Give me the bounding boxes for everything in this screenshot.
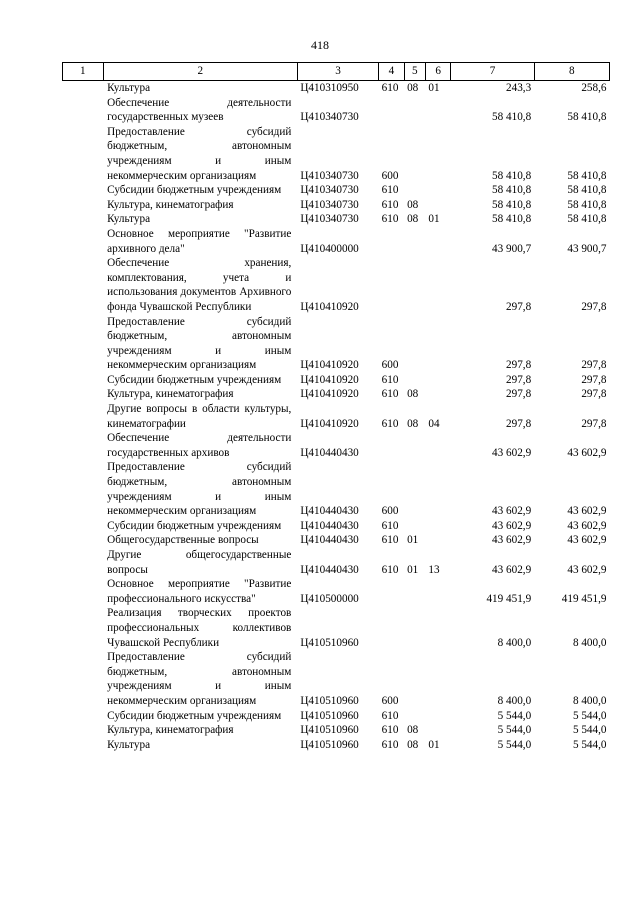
- header-col-5: 5: [404, 63, 425, 81]
- row-col-5: 08: [407, 213, 419, 226]
- row-col-5: [404, 183, 425, 198]
- row-col-1: [63, 548, 104, 577]
- row-col-5: 08: [407, 198, 419, 211]
- row-code: Ц410510960: [300, 694, 359, 707]
- table-row: [63, 198, 610, 213]
- table-row: [63, 96, 610, 125]
- table-row: [63, 650, 610, 708]
- row-name: Субсидии бюджетным учреждениям: [107, 709, 282, 722]
- table-body: [63, 81, 610, 753]
- table-row: [63, 373, 610, 388]
- row-name: Культура: [107, 213, 151, 226]
- budget-table: [62, 62, 610, 752]
- row-name: Основное мероприятие "Развитие профессионального искусства": [107, 578, 292, 605]
- row-value-8: 58 410,8: [567, 169, 607, 182]
- row-col-5: [404, 606, 425, 650]
- row-col-5: 08: [407, 417, 419, 430]
- row-name: Предоставление субсидий бюджетным, автономным учреждениям и иным некоммерческим организациям: [107, 125, 292, 182]
- row-value-7: 43 900,7: [492, 242, 532, 255]
- row-col-4: [379, 227, 404, 256]
- row-col-5: [404, 315, 425, 373]
- row-col-1: [63, 519, 104, 534]
- row-value-7: 58 410,8: [492, 184, 532, 197]
- row-col-6: 01: [428, 213, 440, 226]
- table-row: [63, 402, 610, 431]
- row-col-1: [63, 387, 104, 402]
- row-value-8: 419 451,9: [561, 592, 607, 605]
- row-code: Ц410410920: [300, 359, 359, 372]
- row-col-1: [63, 709, 104, 724]
- row-col-1: [63, 606, 104, 650]
- row-code: Ц410440430: [300, 563, 359, 576]
- row-col-4: 610: [381, 417, 399, 430]
- page-number: 418: [311, 38, 329, 52]
- row-name: Культура, кинематография: [107, 388, 234, 401]
- row-col-1: [63, 650, 104, 708]
- row-code: Ц410510960: [300, 709, 359, 722]
- row-col-4: 610: [381, 738, 399, 751]
- row-col-1: [63, 227, 104, 256]
- row-col-5: 01: [407, 534, 419, 547]
- row-code: Ц410340730: [300, 213, 359, 226]
- row-code: Ц410510960: [300, 738, 359, 751]
- row-value-7: 8 400,0: [497, 694, 532, 707]
- table-row: [63, 183, 610, 198]
- row-col-6: [425, 723, 450, 738]
- row-name: Реализация творческих проектов профессиональных коллективов Чувашской Республики: [107, 607, 292, 649]
- row-name: Предоставление субсидий бюджетным, автономным учреждениям и иным некоммерческим организациям: [107, 651, 292, 707]
- row-value-8: 297,8: [581, 373, 607, 386]
- row-col-5: [404, 460, 425, 518]
- row-col-5: [404, 125, 425, 183]
- row-col-6: [425, 373, 450, 388]
- table-row: [63, 460, 610, 518]
- row-col-6: [425, 431, 450, 460]
- row-value-7: 297,8: [506, 300, 532, 313]
- row-name: Культура: [107, 738, 151, 751]
- row-col-6: [425, 606, 450, 650]
- row-code: Ц410440430: [300, 519, 359, 532]
- table-row: [63, 315, 610, 373]
- row-value-7: 297,8: [506, 373, 532, 386]
- row-name: Культура: [107, 82, 151, 94]
- row-value-8: 5 544,0: [572, 738, 607, 751]
- row-code: Ц410340730: [300, 169, 359, 182]
- header-col-8: 8: [534, 63, 609, 81]
- row-code: Ц410340730: [300, 184, 359, 197]
- row-code: Ц410310950: [300, 82, 359, 94]
- row-col-4: 600: [381, 505, 399, 518]
- row-col-4: 600: [381, 359, 399, 372]
- row-code: Ц410440430: [300, 505, 359, 518]
- row-code: Ц410340730: [300, 198, 359, 211]
- row-col-5: 08: [407, 82, 419, 94]
- row-value-8: 43 602,9: [567, 563, 607, 576]
- row-col-5: 08: [407, 724, 419, 737]
- table-row: [63, 723, 610, 738]
- row-col-1: [63, 738, 104, 753]
- header-col-6: 6: [425, 63, 450, 81]
- row-value-7: 58 410,8: [492, 198, 532, 211]
- row-code: Ц410510960: [300, 636, 359, 649]
- row-col-6: [425, 198, 450, 213]
- row-code: Ц410410920: [300, 417, 359, 430]
- row-col-1: [63, 402, 104, 431]
- row-col-1: [63, 125, 104, 183]
- row-name: Основное мероприятие "Развитие архивного дела": [107, 227, 292, 255]
- row-name: Обеспечение хранения, комплектования, учета и использования документов Архивного фонда Чувашской Республики: [107, 257, 292, 313]
- table-row: [63, 431, 610, 460]
- row-value-7: 5 544,0: [497, 709, 532, 722]
- row-value-8: 5 544,0: [572, 709, 607, 722]
- row-col-5: [404, 577, 425, 606]
- table-row: [63, 738, 610, 753]
- row-col-6: 01: [428, 738, 440, 751]
- row-col-4: 610: [381, 388, 399, 401]
- row-col-4: 610: [381, 563, 399, 576]
- row-col-4: [379, 256, 404, 314]
- row-col-1: [63, 460, 104, 518]
- row-col-4: 610: [381, 184, 399, 197]
- header-col-7: 7: [451, 63, 534, 81]
- row-col-6: [425, 227, 450, 256]
- table-row: [63, 519, 610, 534]
- row-name: Культура, кинематография: [107, 724, 234, 737]
- row-col-1: [63, 256, 104, 314]
- row-name: Обеспечение деятельности государственных музеев: [107, 96, 292, 124]
- row-name: Культура, кинематография: [107, 198, 234, 211]
- row-code: Ц410400000: [300, 242, 359, 255]
- row-col-1: [63, 81, 104, 96]
- row-col-4: 610: [381, 709, 399, 722]
- row-name: Обеспечение деятельности государственных архивов: [107, 432, 292, 459]
- row-col-1: [63, 577, 104, 606]
- row-col-5: 08: [407, 738, 419, 751]
- row-value-7: 58 410,8: [492, 213, 532, 226]
- table-row: [63, 125, 610, 183]
- row-col-5: [404, 650, 425, 708]
- row-name: Субсидии бюджетным учреждениям: [107, 184, 282, 197]
- row-value-7: 43 602,9: [492, 519, 532, 532]
- row-value-8: 297,8: [581, 300, 607, 313]
- row-value-8: 258,6: [581, 82, 607, 94]
- table-row: [63, 533, 610, 548]
- table-row: [63, 606, 610, 650]
- row-code: Ц410510960: [300, 724, 359, 737]
- row-value-8: 43 602,9: [567, 519, 607, 532]
- row-value-7: 8 400,0: [497, 636, 532, 649]
- row-col-6: [425, 577, 450, 606]
- row-col-1: [63, 198, 104, 213]
- table-row: [63, 256, 610, 314]
- header-col-4: 4: [379, 63, 404, 81]
- row-col-5: [404, 373, 425, 388]
- row-col-1: [63, 431, 104, 460]
- row-col-4: 610: [381, 534, 399, 547]
- row-col-4: 600: [381, 169, 399, 182]
- row-col-4: 610: [381, 198, 399, 211]
- row-col-6: [425, 315, 450, 373]
- row-col-4: 600: [381, 694, 399, 707]
- row-col-5: [404, 431, 425, 460]
- row-col-5: [404, 709, 425, 724]
- row-value-8: 43 900,7: [567, 242, 607, 255]
- row-name: Предоставление субсидий бюджетным, автономным учреждениям и иным некоммерческим организациям: [107, 315, 292, 372]
- row-value-7: 58 410,8: [492, 111, 532, 124]
- row-col-1: [63, 212, 104, 227]
- row-col-1: [63, 96, 104, 125]
- row-col-6: [425, 460, 450, 518]
- row-col-4: 610: [381, 213, 399, 226]
- row-name: Общегосударственные вопросы: [107, 534, 259, 547]
- row-name: Субсидии бюджетным учреждениям: [107, 519, 282, 532]
- table-row: [63, 387, 610, 402]
- row-col-4: 610: [381, 519, 399, 532]
- row-col-5: [404, 519, 425, 534]
- row-value-8: 43 602,9: [567, 534, 607, 547]
- row-col-4: 610: [381, 724, 399, 737]
- row-col-4: [379, 577, 404, 606]
- row-col-4: [379, 431, 404, 460]
- row-col-6: [425, 519, 450, 534]
- row-value-8: 58 410,8: [567, 198, 607, 211]
- row-col-1: [63, 533, 104, 548]
- table-row: [63, 548, 610, 577]
- row-col-4: 610: [381, 373, 399, 386]
- row-value-7: 419 451,9: [486, 592, 532, 605]
- row-code: Ц410410920: [300, 373, 359, 386]
- row-col-1: [63, 723, 104, 738]
- row-code: Ц410410920: [300, 388, 359, 401]
- row-col-5: [404, 227, 425, 256]
- row-value-7: 58 410,8: [492, 169, 532, 182]
- table-header: [63, 63, 610, 81]
- header-row: [63, 63, 610, 81]
- row-col-6: [425, 125, 450, 183]
- row-value-7: 43 602,9: [492, 505, 532, 518]
- row-name: Субсидии бюджетным учреждениям: [107, 373, 282, 386]
- row-value-7: 297,8: [506, 388, 532, 401]
- header-col-2: 2: [103, 63, 297, 81]
- table-row: [63, 212, 610, 227]
- row-col-6: [425, 183, 450, 198]
- row-col-6: [425, 256, 450, 314]
- row-col-5: 01: [407, 563, 419, 576]
- row-col-6: [425, 650, 450, 708]
- row-col-5: [404, 256, 425, 314]
- row-col-4: [379, 606, 404, 650]
- row-value-8: 43 602,9: [567, 446, 607, 459]
- row-value-7: 43 602,9: [492, 446, 532, 459]
- row-value-8: 8 400,0: [572, 694, 607, 707]
- row-value-7: 43 602,9: [492, 534, 532, 547]
- row-col-6: [425, 533, 450, 548]
- row-value-8: 8 400,0: [572, 636, 607, 649]
- row-col-1: [63, 373, 104, 388]
- row-value-8: 5 544,0: [572, 724, 607, 737]
- row-value-8: 297,8: [581, 388, 607, 401]
- row-value-8: 58 410,8: [567, 111, 607, 124]
- row-value-7: 297,8: [506, 359, 532, 372]
- row-value-8: 58 410,8: [567, 184, 607, 197]
- row-value-7: 5 544,0: [497, 724, 532, 737]
- row-code: Ц410440430: [300, 446, 359, 459]
- row-col-4: 610: [381, 82, 399, 94]
- row-value-7: 243,3: [506, 82, 532, 94]
- table-row: [63, 81, 610, 96]
- row-col-4: [379, 96, 404, 125]
- row-col-5: [404, 96, 425, 125]
- row-col-1: [63, 183, 104, 198]
- row-name: Другие вопросы в области культуры, кинематографии: [107, 403, 292, 430]
- table-row: [63, 577, 610, 606]
- row-value-7: 5 544,0: [497, 738, 532, 751]
- row-value-7: 297,8: [506, 417, 532, 430]
- row-value-7: 43 602,9: [492, 563, 532, 576]
- row-name: Другие общегосударственные вопросы: [107, 549, 292, 576]
- table-row: [63, 709, 610, 724]
- row-code: Ц410500000: [300, 592, 359, 605]
- table-row: [63, 227, 610, 256]
- row-col-6: 01: [428, 82, 440, 94]
- header-col-3: 3: [297, 63, 378, 81]
- header-col-1: 1: [63, 63, 104, 81]
- row-col-6: [425, 387, 450, 402]
- row-code: Ц410340730: [300, 111, 359, 124]
- row-col-1: [63, 315, 104, 373]
- row-name: Предоставление субсидий бюджетным, автономным учреждениям и иным некоммерческим организациям: [107, 461, 292, 518]
- row-value-8: 43 602,9: [567, 505, 607, 518]
- row-code: Ц410410920: [300, 300, 359, 313]
- row-col-6: 04: [428, 417, 440, 430]
- row-col-6: [425, 96, 450, 125]
- row-col-6: [425, 709, 450, 724]
- row-value-8: 297,8: [581, 417, 607, 430]
- row-code: Ц410440430: [300, 534, 359, 547]
- row-col-5: 08: [407, 388, 419, 401]
- row-col-6: 13: [428, 563, 440, 576]
- row-value-8: 58 410,8: [567, 213, 607, 226]
- row-value-8: 297,8: [581, 359, 607, 372]
